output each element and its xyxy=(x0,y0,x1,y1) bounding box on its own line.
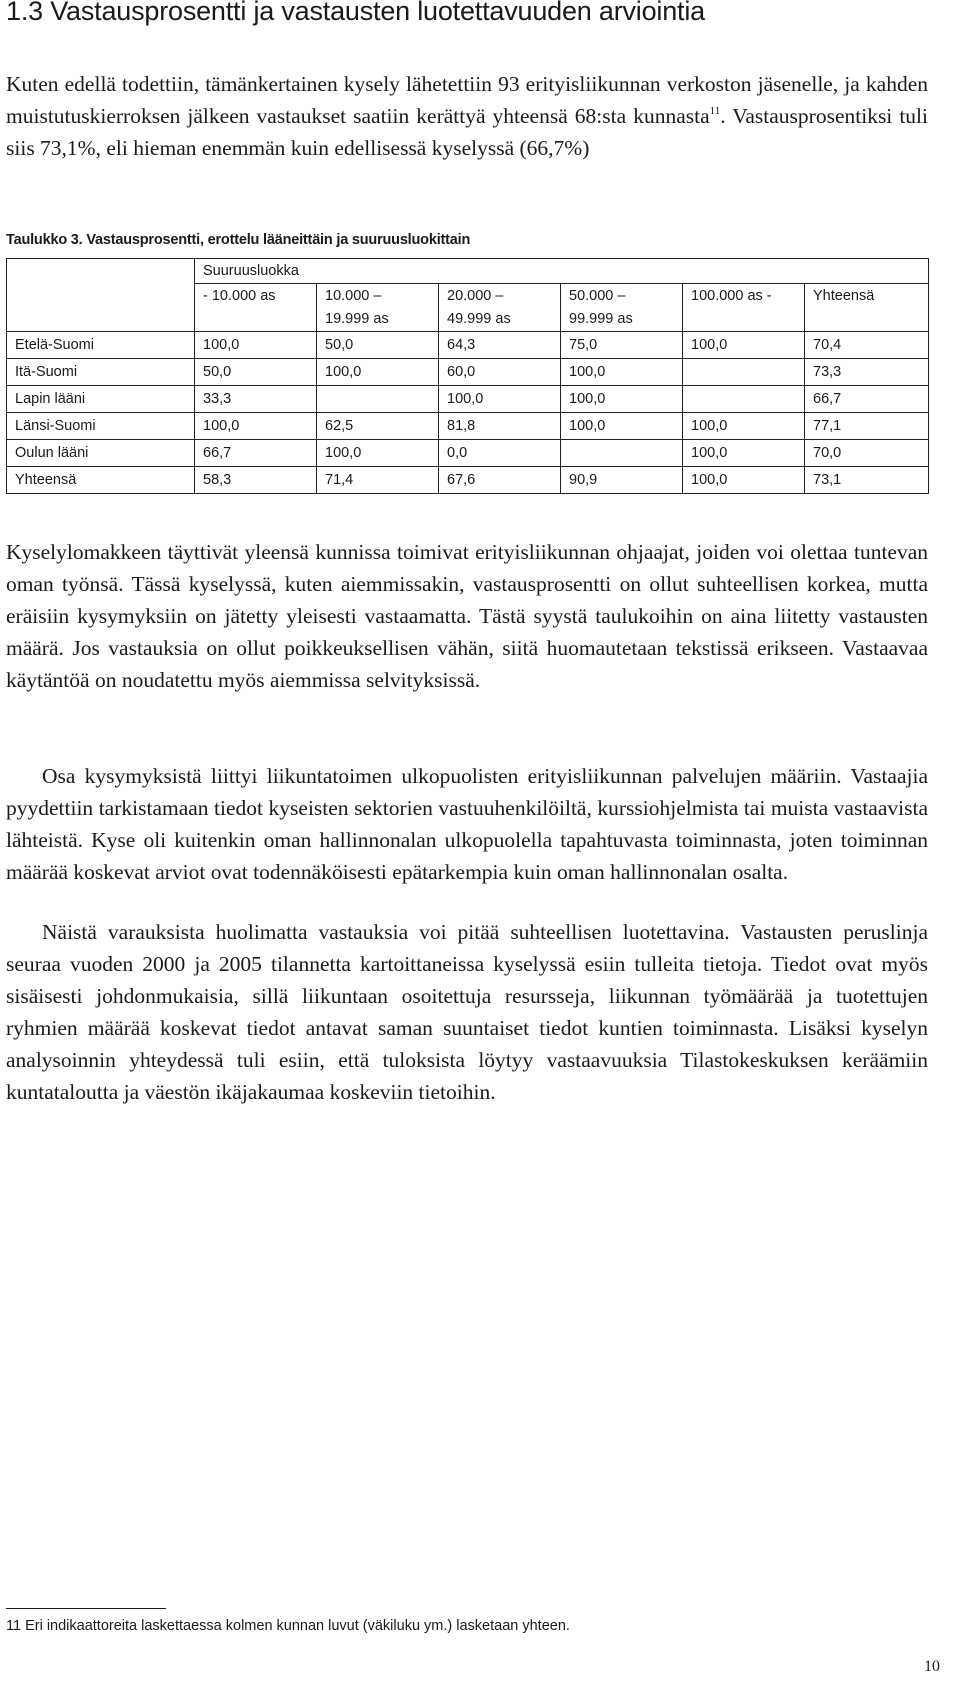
body-paragraph-2 xyxy=(6,760,928,888)
table-row xyxy=(7,359,929,386)
table-cell: 100,0 xyxy=(561,359,683,386)
body-paragraph-2-text: Osa kysymyksistä liittyi liikuntatoimen ulkopuolisten erityisliikunnan palvelujen määriin. Vastaajia pyydettiin tarkistamaan tiedot kyseisten sektorien vastuuhenkilöiltä, kurssiohjelmista tai muista vastaavista lähteistä. Kyse oli kuitenkin oman hallinnonalan ulkopuolella tapahtuvasta toiminnasta, joten toiminnan määrää koskevat arviot ovat todennäköisesti epätarkempia kuin oman hallinnonalan osalta. xyxy=(6,764,928,884)
footnote-divider xyxy=(6,1608,166,1609)
table-cell: 73,1 xyxy=(805,467,929,494)
body-paragraph-1: Kyselylomakkeen täyttivät yleensä kunnissa toimivat erityisliikunnan ohjaajat, joiden voi olettaa tuntevan oman työnsä. Tässä kyselyssä, kuten aiemmissakin, vastausprosentti on ollut suhteellisen korkea, mutta eräisiin kysymyksiin on jätetty yleisesti vastaamatta. Tästä syystä taulukoihin on aina liitetty vastausten määrä. Jos vastauksia on ollut poikkeuksellisen vähän, siitä huomautetaan tekstissä erikseen. Vastaavaa käytäntöä on noudatettu myös aiemmissa selvityksissä. xyxy=(6,540,928,692)
table-row-total xyxy=(7,467,929,494)
table-cell: 50,0 xyxy=(195,359,317,386)
table-cell: 100,0 xyxy=(683,440,805,467)
table-cell: 77,1 xyxy=(805,413,929,440)
row-label: Itä-Suomi xyxy=(7,359,195,386)
body-paragraph-3-text: Näistä varauksista huolimatta vastauksia voi pitää suhteellisen luotettavina. Vastausten peruslinja seuraa vuoden 2000 ja 2005 tilannetta kartoittaneissa kyselyssä esiin tulleita tietoja. Tiedot ovat myös sisäisesti johdonmukaisia, sillä liikuntaan osoitettuja resursseja, liikunnan työmäärää ja tuotettujen ryhmien määrää koskevat tiedot antavat saman suuntaiset tiedot kuntien toiminnasta. Lisäksi kyselyn analysoinnin yhteydessä tuli esiin, että tuloksista löytyy vastaavuuksia Tilastokeskuksen keräämiin kuntataloutta ja väestön ikäjakaumaa koskeviin tietoihin. xyxy=(6,920,928,1104)
table-cell: 100,0 xyxy=(683,413,805,440)
table-cell: 67,6 xyxy=(439,467,561,494)
table-cell: 73,3 xyxy=(805,359,929,386)
table-cell: 50,0 xyxy=(317,332,439,359)
column-header-line2: 99.999 as xyxy=(569,311,633,327)
table-row xyxy=(7,440,929,467)
column-header xyxy=(561,284,683,332)
intro-text-continued: . Vastausprosentiksi tuli siis 73,1%, eli hieman enemmän kuin edellisessä kyselyssä (66,7%) xyxy=(6,104,928,160)
table-cell: 81,8 xyxy=(439,413,561,440)
column-header xyxy=(683,284,805,332)
footnote-reference[interactable]: 11 xyxy=(709,105,721,117)
column-header-line1: Yhteensä xyxy=(813,288,875,304)
column-header-line2: 19.999 as xyxy=(325,311,389,327)
table-cell: 90,9 xyxy=(561,467,683,494)
body-paragraph-3 xyxy=(6,916,928,1108)
table-cell: 0,0 xyxy=(439,440,561,467)
column-header xyxy=(195,284,317,332)
table-cell: 33,3 xyxy=(195,386,317,413)
table-cell: 100,0 xyxy=(195,413,317,440)
row-label: Etelä-Suomi xyxy=(7,332,195,359)
column-header-line1: - 10.000 as xyxy=(203,288,276,304)
column-header xyxy=(317,284,439,332)
table-row xyxy=(7,413,929,440)
table-cell: 66,7 xyxy=(195,440,317,467)
table-cell xyxy=(683,359,805,386)
column-header-line1: 50.000 – xyxy=(569,288,626,304)
size-class-group-header: Suuruusluokka xyxy=(195,259,929,284)
table-corner-cell-lower xyxy=(7,284,195,332)
table-cell: 100,0 xyxy=(195,332,317,359)
column-header-line1: 10.000 – xyxy=(325,288,382,304)
table-cell: 70,4 xyxy=(805,332,929,359)
column-header-line1: 100.000 as - xyxy=(691,288,772,304)
table-cell: 66,7 xyxy=(805,386,929,413)
table-cell: 100,0 xyxy=(317,359,439,386)
table-caption: Taulukko 3. Vastausprosentti, erottelu lääneittäin ja suuruusluokittain xyxy=(6,232,471,248)
table-corner-cell xyxy=(7,259,195,284)
response-rate-table xyxy=(6,258,929,494)
table-cell: 70,0 xyxy=(805,440,929,467)
table-cell: 100,0 xyxy=(683,467,805,494)
intro-paragraph xyxy=(6,68,928,164)
table-row xyxy=(7,386,929,413)
table-cell: 58,3 xyxy=(195,467,317,494)
intro-text: Kuten edellä todettiin, tämänkertainen kysely lähetettiin 93 erityisliikunnan verkoston jäsenelle, ja kahden muistutuskierroksen jälkeen vastaukset saatiin kerättyä yhteensä 68:sta kunnasta xyxy=(6,72,928,128)
column-header-line2: 49.999 as xyxy=(447,311,511,327)
row-label: Oulun lääni xyxy=(7,440,195,467)
row-label: Lapin lääni xyxy=(7,386,195,413)
page-number: 10 xyxy=(924,1658,940,1675)
table-cell: 71,4 xyxy=(317,467,439,494)
table-cell: 100,0 xyxy=(561,386,683,413)
table-cell xyxy=(561,440,683,467)
table-row xyxy=(7,332,929,359)
table-cell: 62,5 xyxy=(317,413,439,440)
table-cell: 100,0 xyxy=(561,413,683,440)
row-label: Yhteensä xyxy=(7,467,195,494)
table-cell: 60,0 xyxy=(439,359,561,386)
section-heading: 1.3 Vastausprosentti ja vastausten luotettavuuden arviointia xyxy=(6,0,705,26)
column-header xyxy=(805,284,929,332)
table-cell: 100,0 xyxy=(317,440,439,467)
footnote: 11 Eri indikaattoreita laskettaessa kolmen kunnan luvut (väkiluku ym.) lasketaan yhteen. xyxy=(6,1618,570,1634)
column-header-line1: 20.000 – xyxy=(447,288,504,304)
table-cell xyxy=(683,386,805,413)
table-cell: 75,0 xyxy=(561,332,683,359)
table-cell xyxy=(317,386,439,413)
table-cell: 100,0 xyxy=(683,332,805,359)
column-header xyxy=(439,284,561,332)
table-cell: 64,3 xyxy=(439,332,561,359)
table-cell: 100,0 xyxy=(439,386,561,413)
row-label: Länsi-Suomi xyxy=(7,413,195,440)
